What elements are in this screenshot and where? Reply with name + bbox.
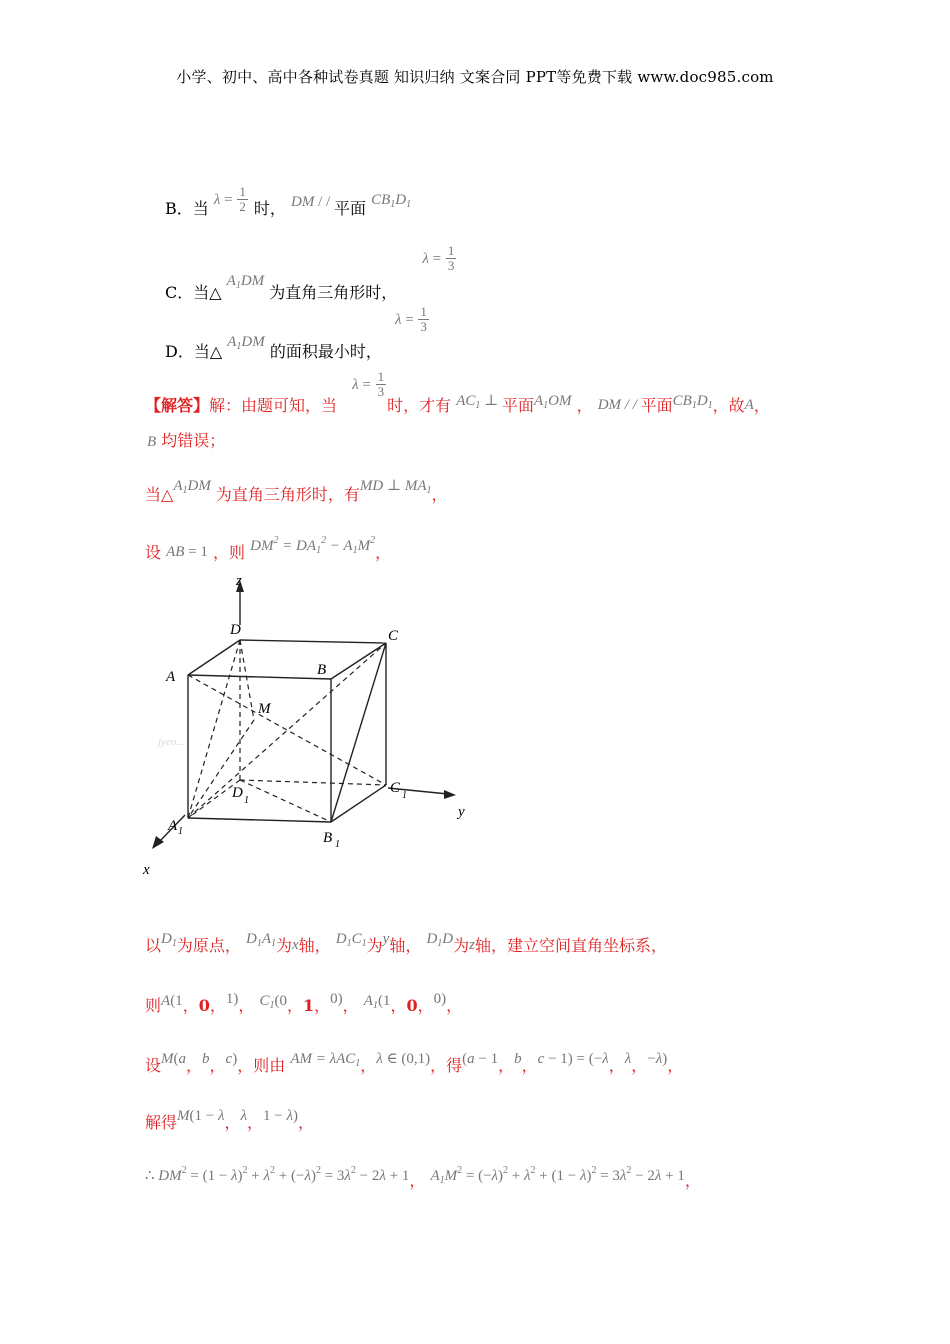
solution-line-9: ∴ $DM^2 = (1 - \lambda)^2 + \lambda^2 + (-\lambda)^2 = 3\lambda^2 - 2\lambda + 1$， $A_1M^2 = (-\lambda)^2 + \lambda^2 + (1 - \lambda)^2 = 3\lambda^2 - 2\lambda + 1$， — [145, 1165, 701, 1190]
page-header: 小学、初中、高中各种试卷真题 知识归纳 文案合同 PPT等免费下载 www.doc985.com — [176, 68, 774, 86]
label-z: z — [236, 573, 242, 589]
solution-line-6: 则A(1，0，1)， $C_1(0$，1，0)， $A_1(1$，0，0)， — [145, 991, 463, 1015]
label-d1-sub: 1 — [244, 795, 249, 806]
solution-line-2: B 均错误； — [147, 431, 226, 450]
label-a1-sub: 1 — [178, 826, 183, 837]
fraction-half: $\frac{1}{2}$ — [239, 184, 246, 214]
solution-line-1: 【解答】解：由题可知，当 λ = $\frac{1}{3}$ 时，才有 $AC_1$ ⊥ 平面$A_1OM$ ， DM / / 平面$CB_1D_1$，故A， — [145, 369, 770, 415]
label-b: B — [317, 662, 327, 678]
option-d: D．当△ $A_1DM$ 的面积最小时， λ = $\frac{1}{3}$ — [165, 304, 427, 361]
solution-line-7: 设M(a，b，c)，则由 AM = λAC$_1$，λ ∈ (0,1)，得(a − 1，b，c − 1) = (−λ，λ，−λ)， — [145, 1051, 684, 1075]
label-c1-sub: 1 — [402, 790, 407, 801]
label-b1: B — [323, 830, 333, 846]
option-b: B．当 λ = $\frac{1}{2}$ 时， DM / / 平面 $CB_1D_1$ — [165, 184, 412, 218]
solution-line-5: 以$D_1$为原点， $D_1A_1$为x轴， $D_1C_1$为y轴， $D_1D$为z轴，建立空间直角坐标系， — [145, 931, 667, 955]
cube-dashed-lines — [188, 640, 386, 822]
label-a1: A — [168, 818, 178, 834]
solution-line-4: 设 AB = 1 ，则 $DM^2 = DA_1^2 - A_1M^2$， — [145, 535, 392, 562]
cube-lines — [152, 580, 456, 849]
label-a: A — [166, 669, 176, 685]
option-c: C．当△ $A_1DM$ 为直角三角形时， λ = $\frac{1}{3}$ — [165, 243, 455, 302]
cube-figure — [140, 570, 490, 885]
label-c: C — [388, 628, 399, 644]
solution-line-3: 当$\triangle A_1DM$ 为直角三角形时，有MD ⊥ $MA_1$， — [145, 478, 448, 504]
label-b1-sub: 1 — [335, 839, 340, 850]
label-d1: D — [232, 785, 243, 801]
solution-line-8: 解得M(1 − λ，λ，1 − λ)， — [145, 1108, 314, 1132]
watermark: jyeo... — [158, 736, 185, 748]
label-c1: C — [390, 780, 401, 796]
option-b-label: B．当 — [165, 199, 209, 218]
label-d: D — [230, 622, 241, 638]
label-y: y — [458, 804, 465, 820]
label-m: M — [258, 701, 271, 717]
label-x: x — [143, 862, 150, 878]
